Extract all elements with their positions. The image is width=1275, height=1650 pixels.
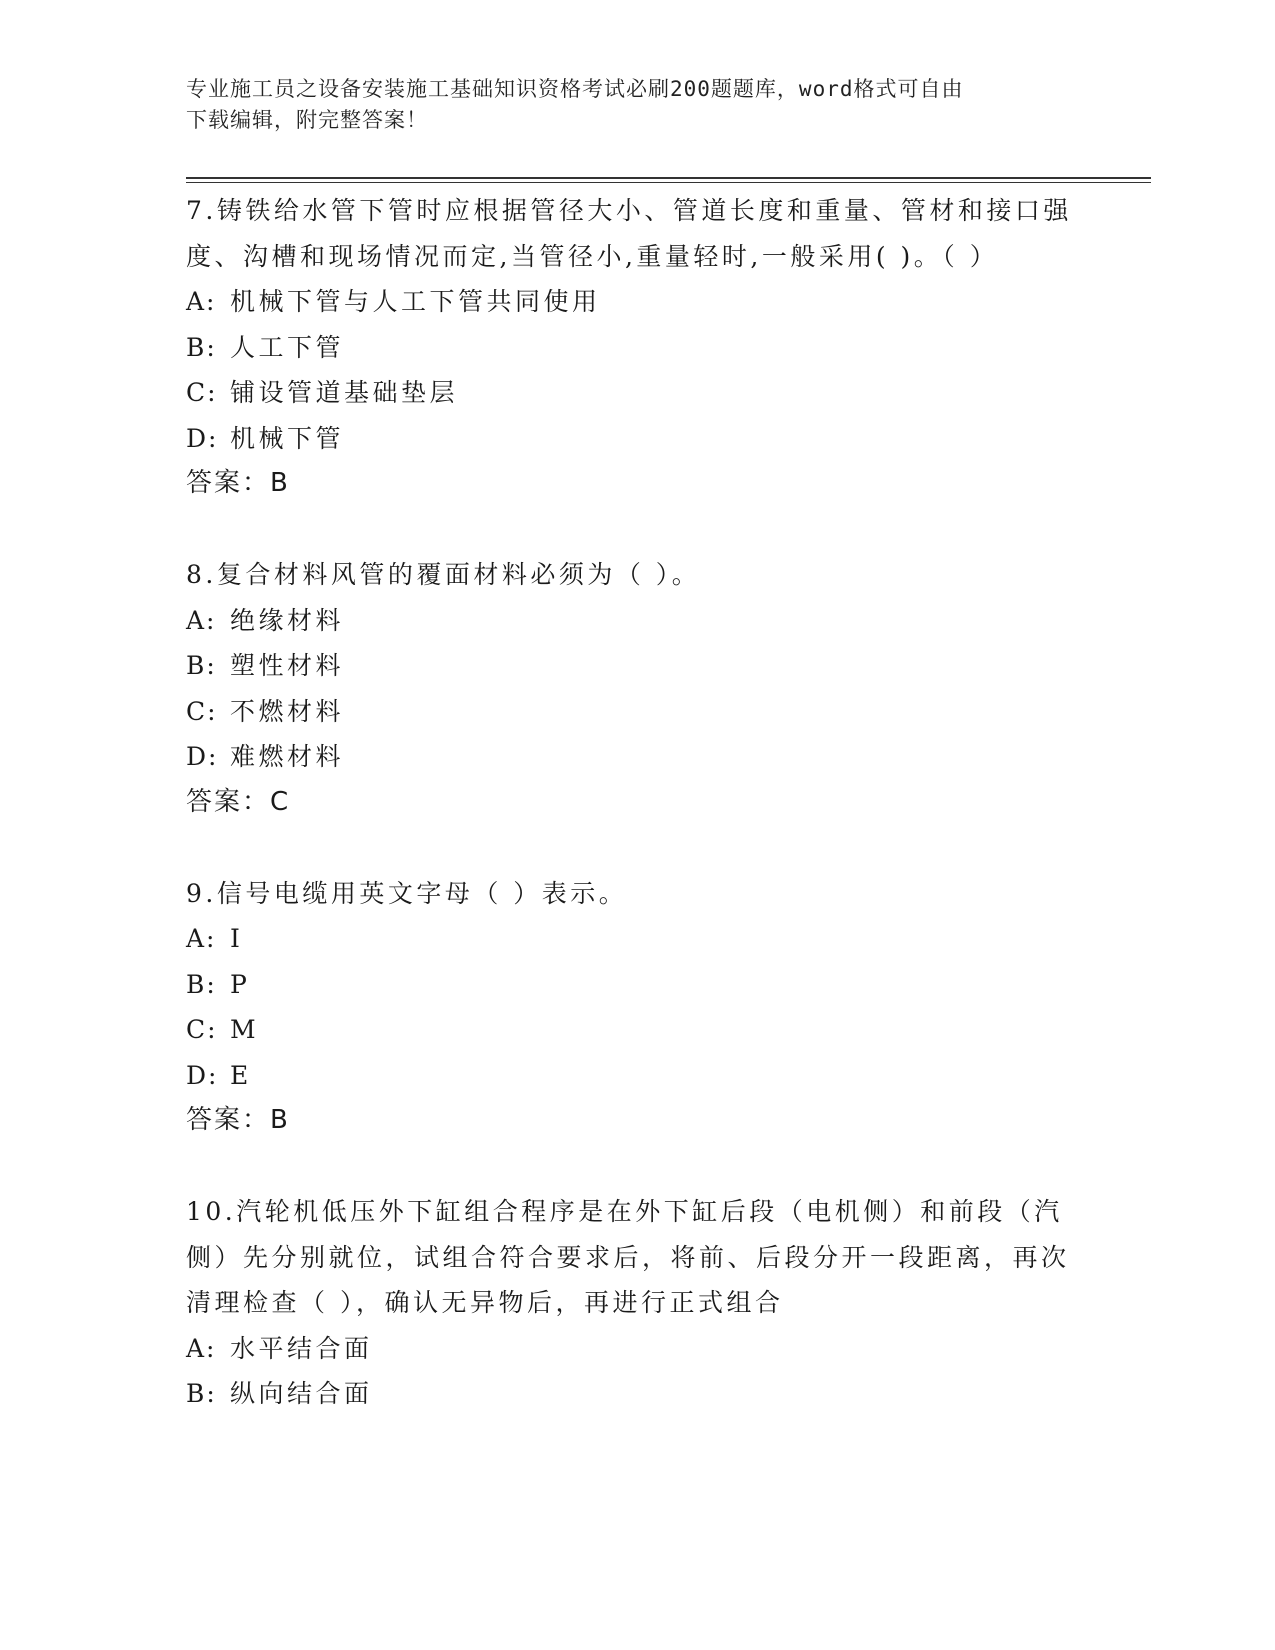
option-text: 不燃材料 [230, 696, 345, 726]
option-text: 绝缘材料 [230, 605, 345, 635]
question-gap [186, 507, 1086, 553]
question-gap [186, 1144, 1086, 1190]
option-d [186, 416, 1086, 462]
option-key: B: [186, 332, 217, 362]
option-key: D: [186, 1060, 219, 1090]
document-header [186, 74, 1066, 136]
answer-line: 答案：B [186, 1105, 290, 1135]
option-key: D: [186, 423, 219, 453]
option-key: C: [186, 696, 218, 726]
option-c [186, 370, 1086, 416]
question-number: 10. [186, 1197, 237, 1226]
question-gap [186, 825, 1086, 871]
option-key: B: [186, 651, 217, 680]
option-b [186, 325, 1086, 371]
option-text: 纵向结合面 [230, 1379, 373, 1408]
header-divider-thin [186, 182, 1151, 183]
option-a [186, 1326, 1086, 1372]
option-text: 水平结合面 [230, 1333, 373, 1363]
option-d [186, 734, 1086, 780]
option-text: E [230, 1060, 252, 1090]
question-list [186, 188, 1086, 1417]
option-a [186, 916, 1086, 962]
option-text: 机械下管 [230, 423, 345, 453]
option-a [186, 598, 1086, 644]
option-text: P [230, 969, 251, 999]
header-line-1: 专业施工员之设备安装施工基础知识资格考试必刷200题题库，word格式可自由 [186, 77, 964, 101]
question-7 [186, 188, 1086, 507]
option-text: 人工下管 [230, 332, 345, 362]
question-text: 汽轮机低压外下缸组合程序是在外下缸后段（电机侧）和前段（汽侧）先分别就位，试组合符合要求后，将前、后段分开一段距离，再次清理检查（ ），确认无异物后，再进行正式组合 [186, 1197, 1070, 1317]
option-text: 铺设管道基础垫层 [230, 378, 459, 407]
option-text: M [230, 1015, 260, 1044]
option-text: 塑性材料 [230, 651, 345, 680]
question-text: 铸铁给水管下管时应根据管径大小、管道长度和重量、管材和接口强度、沟槽和现场情况而定,当管径小,重量轻时,一般采用( )。（ ） [186, 196, 1072, 271]
question-8 [186, 552, 1086, 825]
answer-line: 答案：C [186, 786, 291, 817]
question-number: 7. [186, 196, 217, 225]
option-text: 难燃材料 [230, 742, 345, 771]
option-text: I [230, 924, 244, 953]
option-b [186, 1371, 1086, 1417]
answer-line: 答案：B [186, 468, 290, 498]
question-number: 8. [186, 560, 217, 589]
option-key: A: [186, 605, 217, 635]
option-key: D: [186, 742, 219, 771]
question-text: 信号电缆用英文字母（ ）表示。 [216, 878, 628, 908]
option-key: C: [186, 378, 218, 407]
question-text: 复合材料风管的覆面材料必须为（ ）。 [216, 560, 701, 589]
option-c [186, 689, 1086, 735]
option-b [186, 643, 1086, 689]
header-divider-thick [186, 177, 1151, 179]
option-key: A: [186, 924, 217, 953]
question-9 [186, 871, 1086, 1144]
option-a [186, 279, 1086, 325]
option-c [186, 1007, 1086, 1053]
question-number: 9. [186, 878, 217, 908]
option-key: C: [186, 1015, 218, 1044]
option-d [186, 1053, 1086, 1099]
option-b [186, 962, 1086, 1008]
header-line-2: 下载编辑，附完整答案！ [186, 108, 428, 132]
option-text: 机械下管与人工下管共同使用 [230, 287, 601, 316]
option-key: B: [186, 1379, 217, 1408]
option-key: B: [186, 969, 217, 999]
question-10 [186, 1189, 1086, 1417]
option-key: A: [186, 1333, 217, 1363]
option-key: A: [186, 287, 217, 316]
